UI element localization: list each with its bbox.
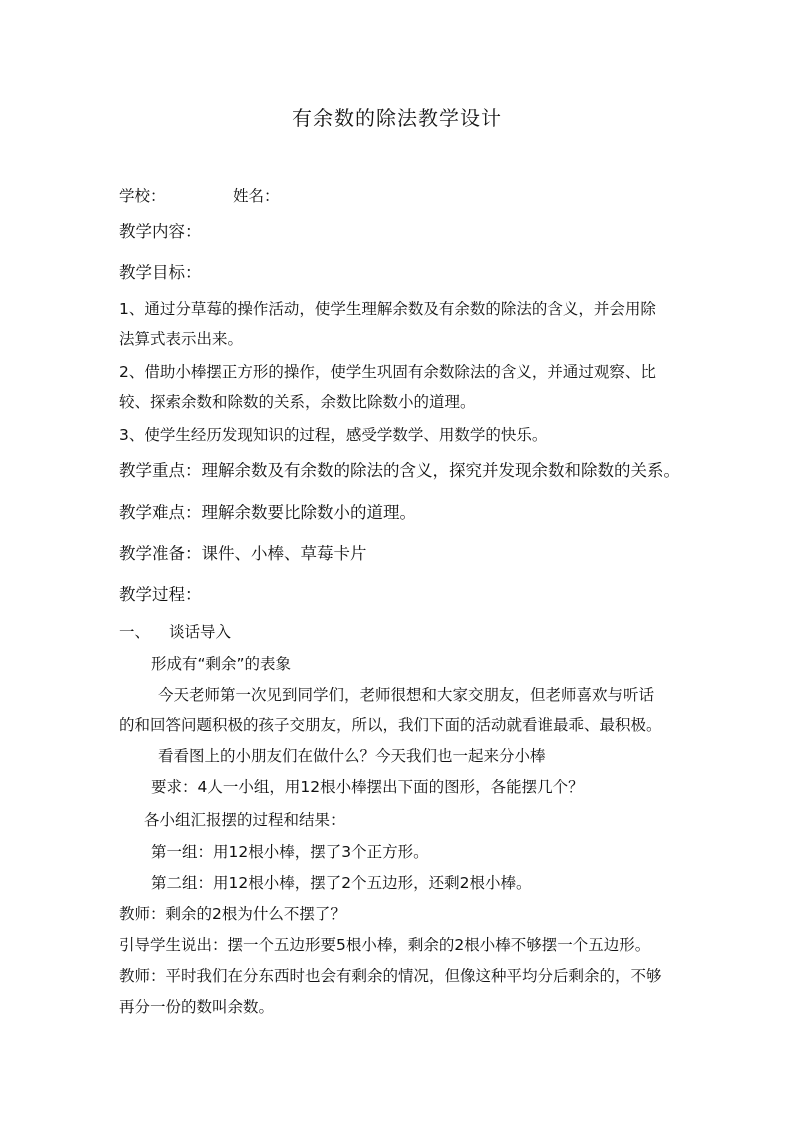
paragraph-1-line-2: 的和回答问题积极的孩子交朋友，所以，我们下面的活动就看谁最乖、最积极。 <box>119 716 662 734</box>
difficulty: 教学难点：理解余数要比除数小的道理。 <box>119 503 416 522</box>
preparation: 教学准备：课件、小棒、草莓卡片 <box>119 544 367 563</box>
teaching-goals-label: 教学目标： <box>119 263 202 282</box>
guide-statement: 引导学生说出：摆一个五边形要5根小棒，剩余的2根小棒不够摆一个五边形。 <box>119 936 651 954</box>
requirement: 要求：4人一小组，用12根小棒摆出下面的图形，各能摆几个？ <box>151 778 584 796</box>
school-label: 学校： <box>119 187 166 205</box>
paragraph-1-line-1: 今天老师第一次见到同学们，老师很想和大家交朋友，但老师喜欢与听话 <box>158 686 655 704</box>
section-1-number: 一、 <box>119 623 151 641</box>
process-label: 教学过程： <box>119 585 202 604</box>
group-2-result: 第二组：用12根小棒，摆了2个五边形，还剩2根小棒。 <box>151 874 532 892</box>
goal-1-line-2: 法算式表示出来。 <box>119 330 244 348</box>
name-label: 姓名： <box>233 187 280 205</box>
paragraph-2: 看看图上的小朋友们在做什么？今天我们也一起来分小棒 <box>158 747 546 765</box>
goal-1-line-1: 1、通过分草莓的操作活动，使学生理解余数及有余数的除法的含义，并会用除 <box>119 300 656 318</box>
goal-3: 3、使学生经历发现知识的过程，感受学数学、用数学的快乐。 <box>119 426 548 444</box>
report-intro: 各小组汇报摆的过程和结果： <box>144 811 346 829</box>
teacher-question: 教师：剩余的2根为什么不摆了？ <box>119 905 346 923</box>
teaching-content-label: 教学内容： <box>119 222 202 241</box>
section-1-title: 谈话导入 <box>169 623 232 641</box>
document-title: 有余数的除法教学设计 <box>292 106 502 130</box>
teacher-summary-line-2: 再分一份的数叫余数。 <box>119 998 275 1016</box>
subsection-title: 形成有“剩余”的表象 <box>151 655 292 673</box>
goal-2-line-2: 较、探索余数和除数的关系，余数比除数小的道理。 <box>119 393 476 411</box>
key-point: 教学重点：理解余数及有余数的除法的含义，探究并发现余数和除数的关系。 <box>119 461 680 480</box>
group-1-result: 第一组：用12根小棒，摆了3个正方形。 <box>151 843 429 861</box>
goal-2-line-1: 2、借助小棒摆正方形的操作，使学生巩固有余数除法的含义，并通过观察、比 <box>119 363 656 381</box>
teacher-summary-line-1: 教师：平时我们在分东西时也会有剩余的情况，但像这种平均分后剩余的，不够 <box>119 967 662 985</box>
